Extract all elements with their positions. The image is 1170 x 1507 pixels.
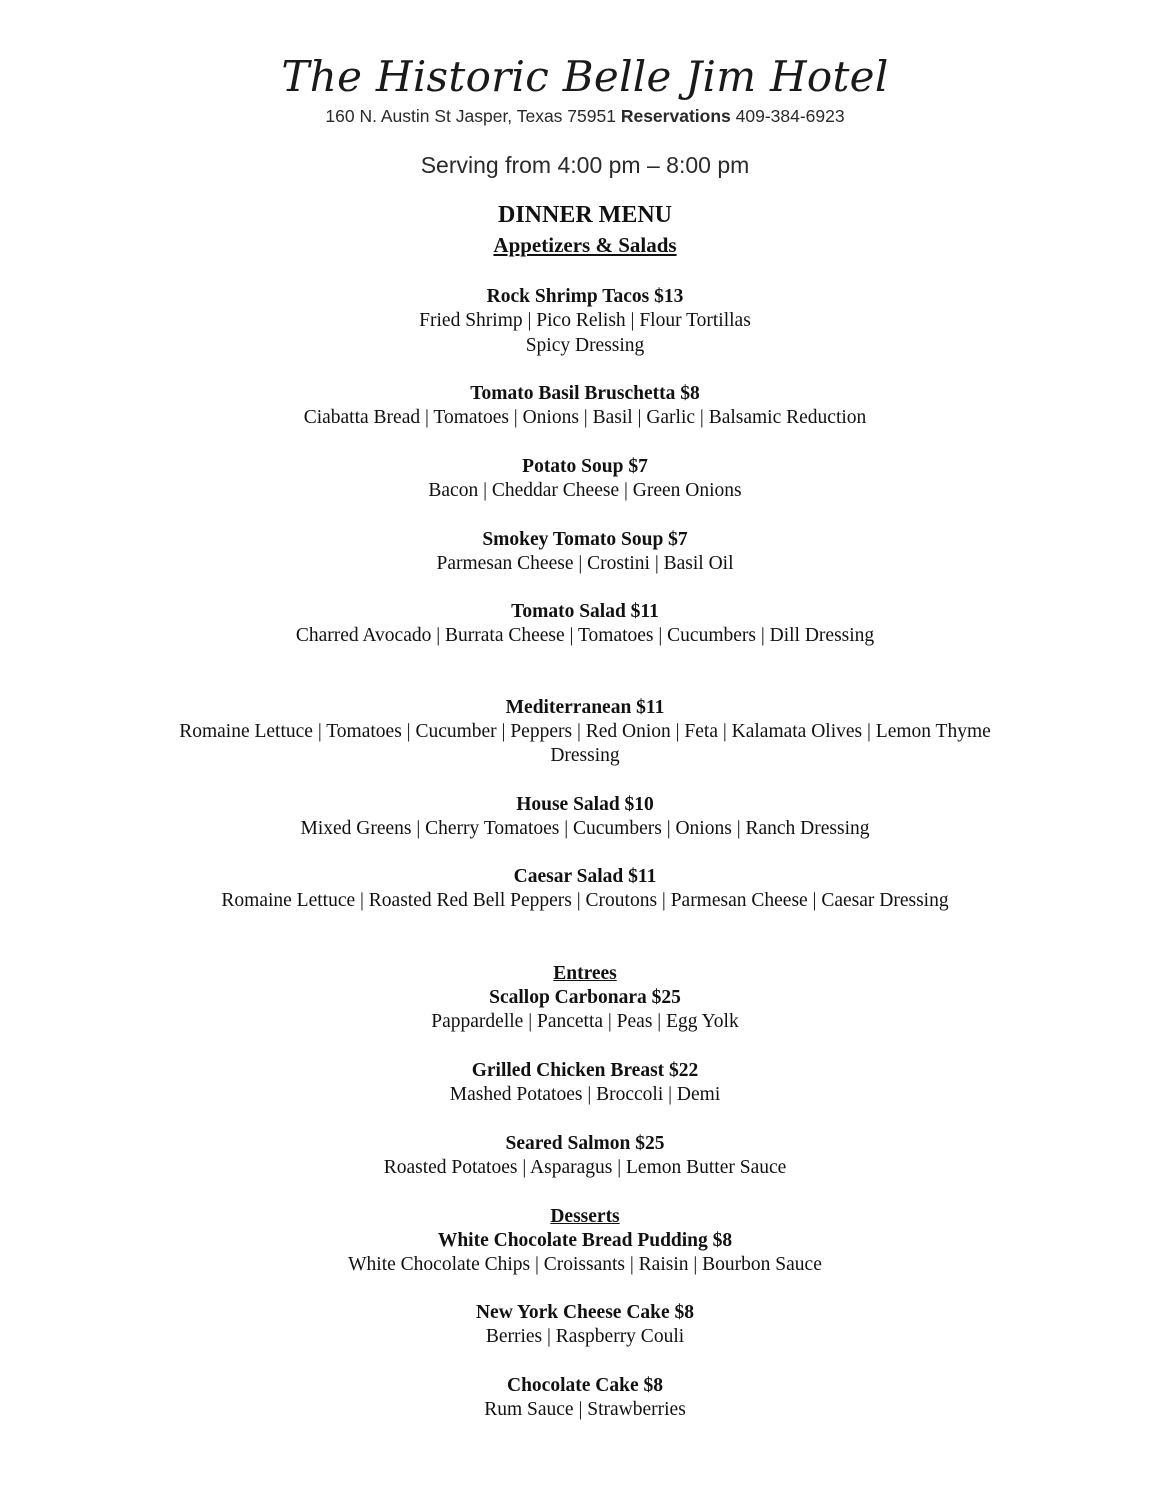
menu-item-description: Berries | Raspberry Couli (485, 1326, 685, 1347)
menu-item-name: Rock Shrimp Tacos $13 (486, 286, 684, 307)
menu-item-description: Romaine Lettuce | Roasted Red Bell Peppers | Croutons | Parmesan Cheese | Caesar Dressing (221, 890, 949, 911)
menu-item-description: Mashed Potatoes | Broccoli | Demi (449, 1084, 721, 1105)
menu-item-description: Pappardelle | Pancetta | Peas | Egg Yolk (431, 1011, 739, 1032)
reservations-label: Reservations (620, 106, 731, 126)
hotel-name: The Historic Belle Jim Hotel (281, 52, 889, 101)
menu-item-description: Ciabatta Bread | Tomatoes | Onions | Basil | Garlic | Balsamic Reduction (303, 407, 867, 428)
menu-item-description: Spicy Dressing (525, 335, 645, 356)
menu-item-description: Parmesan Cheese | Crostini | Basil Oil (436, 553, 734, 574)
menu-item-name: White Chocolate Bread Pudding $8 (437, 1230, 733, 1251)
menu-item-description: Dressing (550, 745, 620, 766)
menu-item-name: House Salad $10 (516, 794, 654, 815)
section-heading-desserts: Desserts (550, 1206, 620, 1227)
menu-item-name: Seared Salmon $25 (505, 1133, 665, 1154)
menu-item-description: Roasted Potatoes | Asparagus | Lemon Butter Sauce (383, 1157, 787, 1178)
menu-item-name: Caesar Salad $11 (513, 866, 657, 887)
menu-item-description: Romaine Lettuce | Tomatoes | Cucumber | Peppers | Red Onion | Feta | Kalamata Olives | Lemon Thyme (179, 721, 991, 742)
menu-item-name: Scallop Carbonara $25 (489, 987, 681, 1008)
menu-item-description: Mixed Greens | Cherry Tomatoes | Cucumbers | Onions | Ranch Dressing (300, 818, 870, 839)
menu-item-name: Chocolate Cake $8 (507, 1375, 663, 1396)
menu-item-name: Tomato Basil Bruschetta $8 (470, 383, 700, 404)
address-line (0, 106, 1170, 127)
menu-item-description: Charred Avocado | Burrata Cheese | Tomatoes | Cucumbers | Dill Dressing (295, 625, 875, 646)
menu-item-name: Tomato Salad $11 (511, 601, 659, 622)
menu-item-name: New York Cheese Cake $8 (475, 1302, 695, 1323)
phone-number: 409-384-6923 (735, 106, 845, 126)
menu-item-name: Grilled Chicken Breast $22 (471, 1060, 699, 1081)
menu-item-name: Potato Soup $7 (522, 456, 648, 477)
section-heading-appetizers: Appetizers & Salads (493, 233, 677, 257)
menu-item-description: Bacon | Cheddar Cheese | Green Onions (428, 480, 742, 501)
menu-item-name: Smokey Tomato Soup $7 (482, 529, 688, 550)
menu-title: DINNER MENU (498, 202, 672, 228)
section-heading-entrees: Entrees (553, 963, 617, 984)
menu-item-description: White Chocolate Chips | Croissants | Raisin | Bourbon Sauce (348, 1254, 822, 1275)
menu-item-description: Rum Sauce | Strawberries (484, 1399, 686, 1420)
serving-hours: Serving from 4:00 pm – 8:00 pm (420, 152, 750, 178)
menu-item-name: Mediterranean $11 (505, 697, 665, 718)
menu-item-description: Fried Shrimp | Pico Relish | Flour Tortillas (419, 310, 751, 331)
address: 160 N. Austin St Jasper, Texas 75951 (325, 106, 616, 126)
